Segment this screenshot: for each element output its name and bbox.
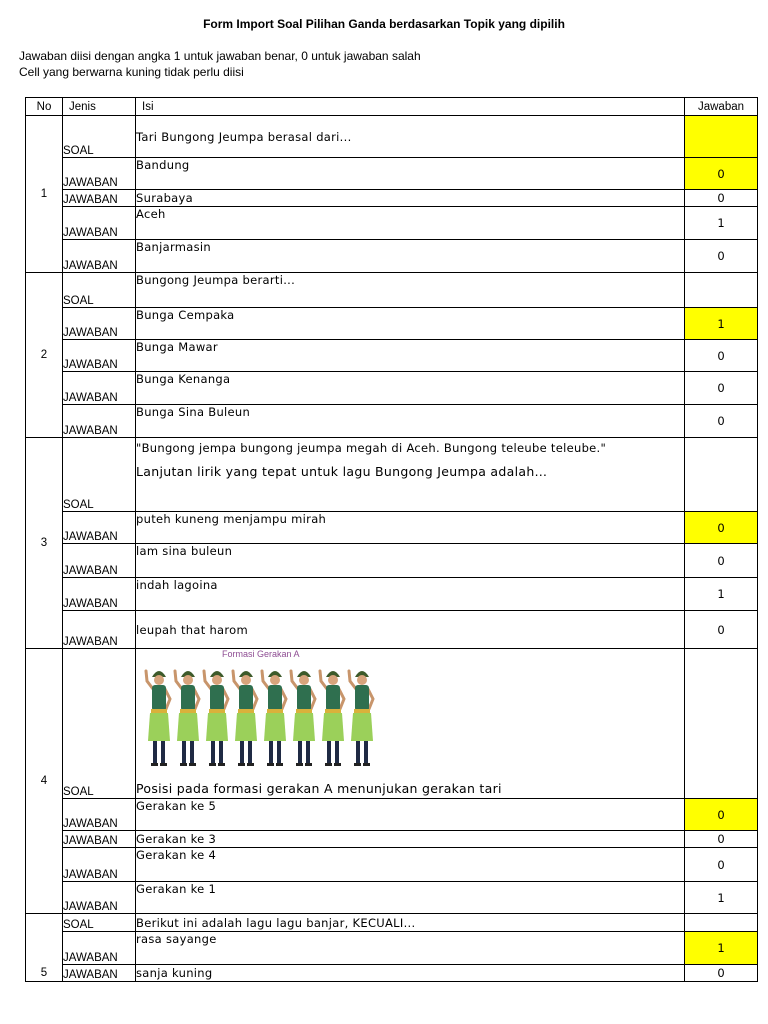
answer-cell: 1: [685, 308, 758, 340]
table-row: [26, 190, 758, 207]
table-row: [26, 240, 758, 273]
option-text[interactable]: puteh kuneng menjampu mirah: [136, 512, 685, 544]
header-isi: Isi: [136, 98, 685, 116]
row-type: JAWABAN: [63, 799, 136, 831]
row-type: JAWABAN: [63, 340, 136, 372]
image-caption: Formasi Gerakan A: [222, 649, 300, 659]
option-text[interactable]: Gerakan ke 3: [136, 831, 685, 848]
row-type: SOAL: [63, 649, 136, 799]
answer-cell[interactable]: [685, 273, 758, 308]
table-row: [26, 611, 758, 649]
table-row: [26, 438, 758, 512]
dancer-figure: [291, 671, 315, 766]
instruction-note: Cell yang berwarna kuning tidak perlu diisi: [19, 65, 244, 79]
row-type: JAWABAN: [63, 240, 136, 273]
question-text[interactable]: Bungong Jeumpa berarti...: [136, 273, 685, 308]
option-text[interactable]: Bunga Mawar: [136, 340, 685, 372]
question-table: [25, 97, 758, 982]
question-number: 2: [26, 273, 63, 438]
answer-cell[interactable]: 1: [685, 882, 758, 914]
instruction-note: Jawaban diisi dengan angka 1 untuk jawaban benar, 0 untuk jawaban salah: [19, 49, 421, 63]
question-prompt: Lanjutan lirik yang tepat untuk lagu Bungong Jeumpa adalah…: [136, 464, 548, 479]
row-type: JAWABAN: [63, 544, 136, 578]
answer-cell[interactable]: 0: [685, 340, 758, 372]
row-type: JAWABAN: [63, 207, 136, 240]
option-text[interactable]: Aceh: [136, 207, 685, 240]
option-text[interactable]: Bunga Sina Buleun: [136, 405, 685, 438]
table-row: [26, 308, 758, 340]
table-row: [26, 544, 758, 578]
table-row: [26, 848, 758, 882]
table-row: [26, 512, 758, 544]
row-type: SOAL: [63, 914, 136, 932]
table-row: [26, 799, 758, 831]
table-row: [26, 116, 758, 158]
question-number: 3: [26, 438, 63, 649]
question-number: 1: [26, 116, 63, 273]
answer-cell[interactable]: 0: [685, 405, 758, 438]
table-row: [26, 914, 758, 932]
answer-cell[interactable]: 1: [685, 578, 758, 611]
row-type: JAWABAN: [63, 965, 136, 982]
answer-cell[interactable]: 0: [685, 240, 758, 273]
table-row: [26, 965, 758, 982]
answer-cell[interactable]: [685, 438, 758, 512]
question-text[interactable]: [136, 649, 685, 799]
row-type: JAWABAN: [63, 578, 136, 611]
answer-cell: 0: [685, 512, 758, 544]
answer-cell: 0: [685, 799, 758, 831]
answer-cell[interactable]: 0: [685, 965, 758, 982]
row-type: SOAL: [63, 273, 136, 308]
option-text[interactable]: lam sina buleun: [136, 544, 685, 578]
table-row: [26, 882, 758, 914]
table-row: [26, 405, 758, 438]
row-type: JAWABAN: [63, 308, 136, 340]
row-type: SOAL: [63, 438, 136, 512]
option-text[interactable]: Bunga Kenanga: [136, 372, 685, 405]
row-type: JAWABAN: [63, 405, 136, 438]
answer-cell[interactable]: 0: [685, 190, 758, 207]
row-type: JAWABAN: [63, 882, 136, 914]
header-row: [26, 98, 758, 116]
row-type: JAWABAN: [63, 190, 136, 207]
question-text[interactable]: [136, 438, 685, 512]
answer-cell: [685, 116, 758, 158]
table-row: [26, 932, 758, 965]
form-title: Form Import Soal Pilihan Ganda berdasarkan Topik yang dipilih: [203, 17, 565, 31]
table-row: [26, 372, 758, 405]
row-type: JAWABAN: [63, 158, 136, 190]
table-row: [26, 158, 758, 190]
row-type: JAWABAN: [63, 831, 136, 848]
option-text[interactable]: leupah that harom: [136, 611, 685, 649]
table-row: [26, 207, 758, 240]
answer-cell[interactable]: 0: [685, 372, 758, 405]
row-type: JAWABAN: [63, 848, 136, 882]
dancers-illustration: [136, 665, 376, 777]
answer-cell[interactable]: 0: [685, 848, 758, 882]
option-text[interactable]: Surabaya: [136, 190, 685, 207]
table-row: [26, 578, 758, 611]
dancer-figure: [233, 671, 257, 766]
answer-cell[interactable]: [685, 649, 758, 799]
row-type: JAWABAN: [63, 372, 136, 405]
option-text[interactable]: Gerakan ke 4: [136, 848, 685, 882]
answer-cell: 0: [685, 158, 758, 190]
answer-cell[interactable]: 0: [685, 611, 758, 649]
option-text[interactable]: rasa sayange: [136, 932, 685, 965]
header-no: No: [26, 98, 63, 116]
dancer-figure: [146, 671, 170, 766]
dance-formation-image: [136, 649, 684, 781]
table-row: [26, 831, 758, 848]
dancer-figure: [349, 671, 373, 766]
option-text[interactable]: Bandung: [136, 158, 685, 190]
row-type: SOAL: [63, 116, 136, 158]
option-text[interactable]: Gerakan ke 5: [136, 799, 685, 831]
option-text[interactable]: indah lagoina: [136, 578, 685, 611]
question-text[interactable]: Tari Bungong Jeumpa berasal dari...: [136, 116, 685, 158]
answer-cell[interactable]: 1: [685, 207, 758, 240]
header-jenis: Jenis: [63, 98, 136, 116]
row-type: JAWABAN: [63, 932, 136, 965]
answer-cell[interactable]: 0: [685, 831, 758, 848]
option-text[interactable]: Bunga Cempaka: [136, 308, 685, 340]
header-jawaban: Jawaban: [685, 98, 758, 116]
question-number: 4: [26, 649, 63, 914]
answer-cell: 1: [685, 932, 758, 965]
option-text[interactable]: Gerakan ke 1: [136, 882, 685, 914]
table-row: [26, 273, 758, 308]
dancer-figure: [175, 671, 199, 766]
option-text[interactable]: sanja kuning: [136, 965, 685, 982]
row-type: JAWABAN: [63, 611, 136, 649]
row-type: JAWABAN: [63, 512, 136, 544]
dancer-figure: [262, 671, 286, 766]
question-prompt: Posisi pada formasi gerakan A menunjukan gerakan tari: [136, 781, 502, 796]
question-text[interactable]: Berikut ini adalah lagu lagu banjar, KECUALI...: [136, 914, 685, 932]
dancer-figure: [204, 671, 228, 766]
answer-cell[interactable]: [685, 914, 758, 932]
answer-cell[interactable]: 0: [685, 544, 758, 578]
question-lyrics: "Bungong jempa bungong jeumpa megah di Aceh. Bungong teleube teleube.": [136, 441, 607, 455]
table-row: [26, 649, 758, 799]
dancer-figure: [320, 671, 344, 766]
option-text[interactable]: Banjarmasin: [136, 240, 685, 273]
table-row: [26, 340, 758, 372]
question-number: 5: [26, 914, 63, 982]
